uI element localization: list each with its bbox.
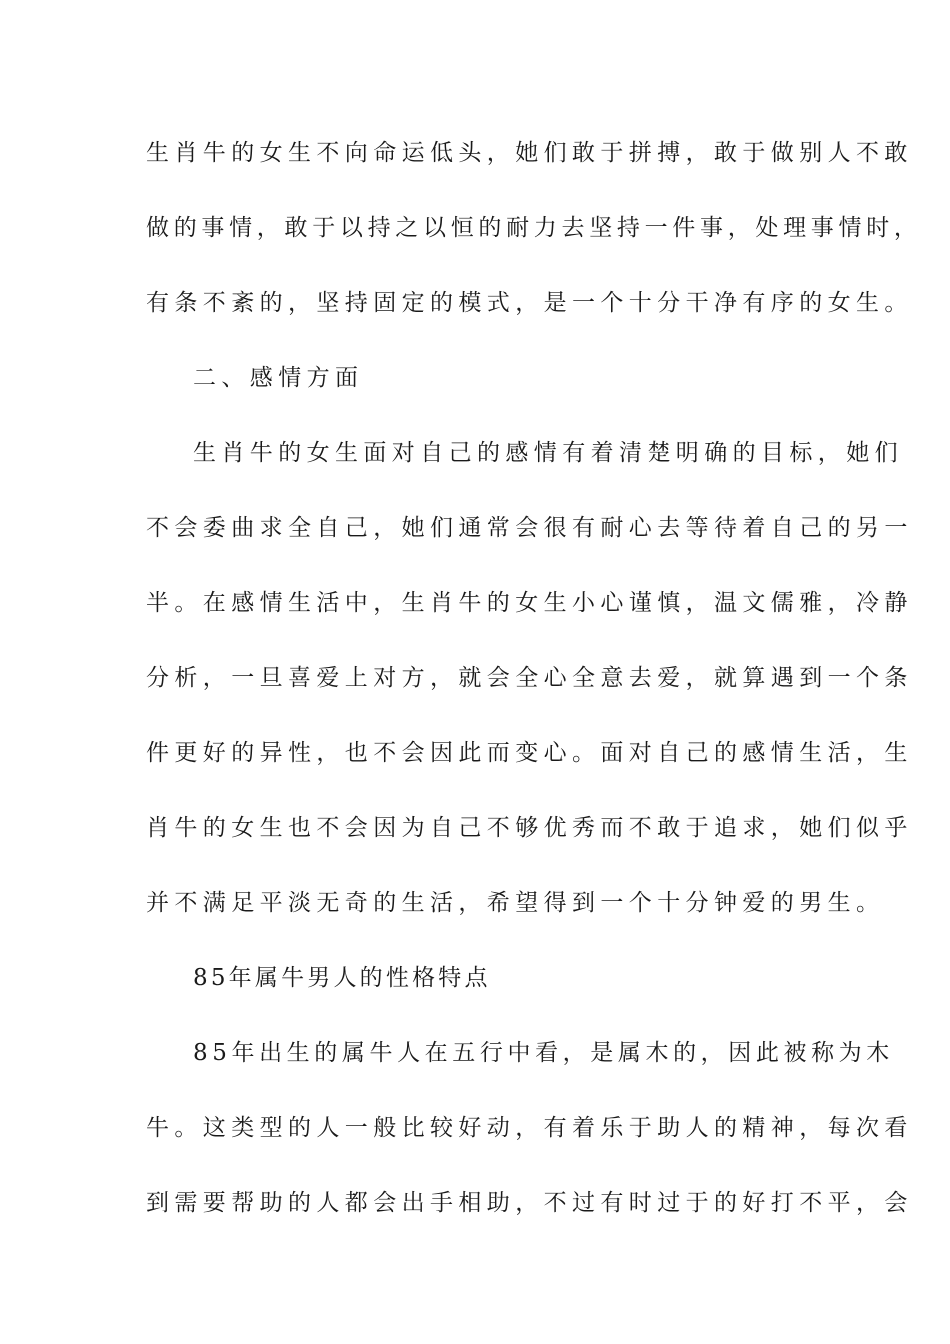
paragraph-line: 有条不紊的，坚持固定的模式，是一个十分干净有序的女生。 xyxy=(146,290,913,316)
paragraph-line: 到需要帮助的人都会出手相助，不过有时过于的好打不平，会 xyxy=(146,1190,913,1216)
section-heading: 二、感情方面 xyxy=(193,365,364,391)
section-heading: 85年属牛男人的性格特点 xyxy=(193,965,491,991)
paragraph-line: 做的事情，敢于以持之以恒的耐力去坚持一件事，处理事情时， xyxy=(146,215,922,241)
paragraph-line: 牛。这类型的人一般比较好动，有着乐于助人的精神，每次看 xyxy=(146,1115,913,1141)
paragraph-line: 85年出生的属牛人在五行中看，是属木的，因此被称为木 xyxy=(193,1040,894,1066)
paragraph-line: 生肖牛的女生面对自己的感情有着清楚明确的目标，她们 xyxy=(193,440,903,466)
paragraph-line: 生肖牛的女生不向命运低头，她们敢于拼搏，敢于做别人不敢 xyxy=(146,140,913,166)
paragraph-line: 不会委曲求全自己，她们通常会很有耐心去等待着自己的另一 xyxy=(146,515,913,541)
paragraph-line: 肖牛的女生也不会因为自己不够优秀而不敢于追求，她们似乎 xyxy=(146,815,913,841)
paragraph-line: 分析，一旦喜爱上对方，就会全心全意去爱，就算遇到一个条 xyxy=(146,665,913,691)
paragraph-line: 件更好的异性，也不会因此而变心。面对自己的感情生活，生 xyxy=(146,740,913,766)
paragraph-line: 半。在感情生活中，生肖牛的女生小心谨慎，温文儒雅，冷静 xyxy=(146,590,913,616)
paragraph-line: 并不满足平淡无奇的生活，希望得到一个十分钟爱的男生。 xyxy=(146,890,885,916)
